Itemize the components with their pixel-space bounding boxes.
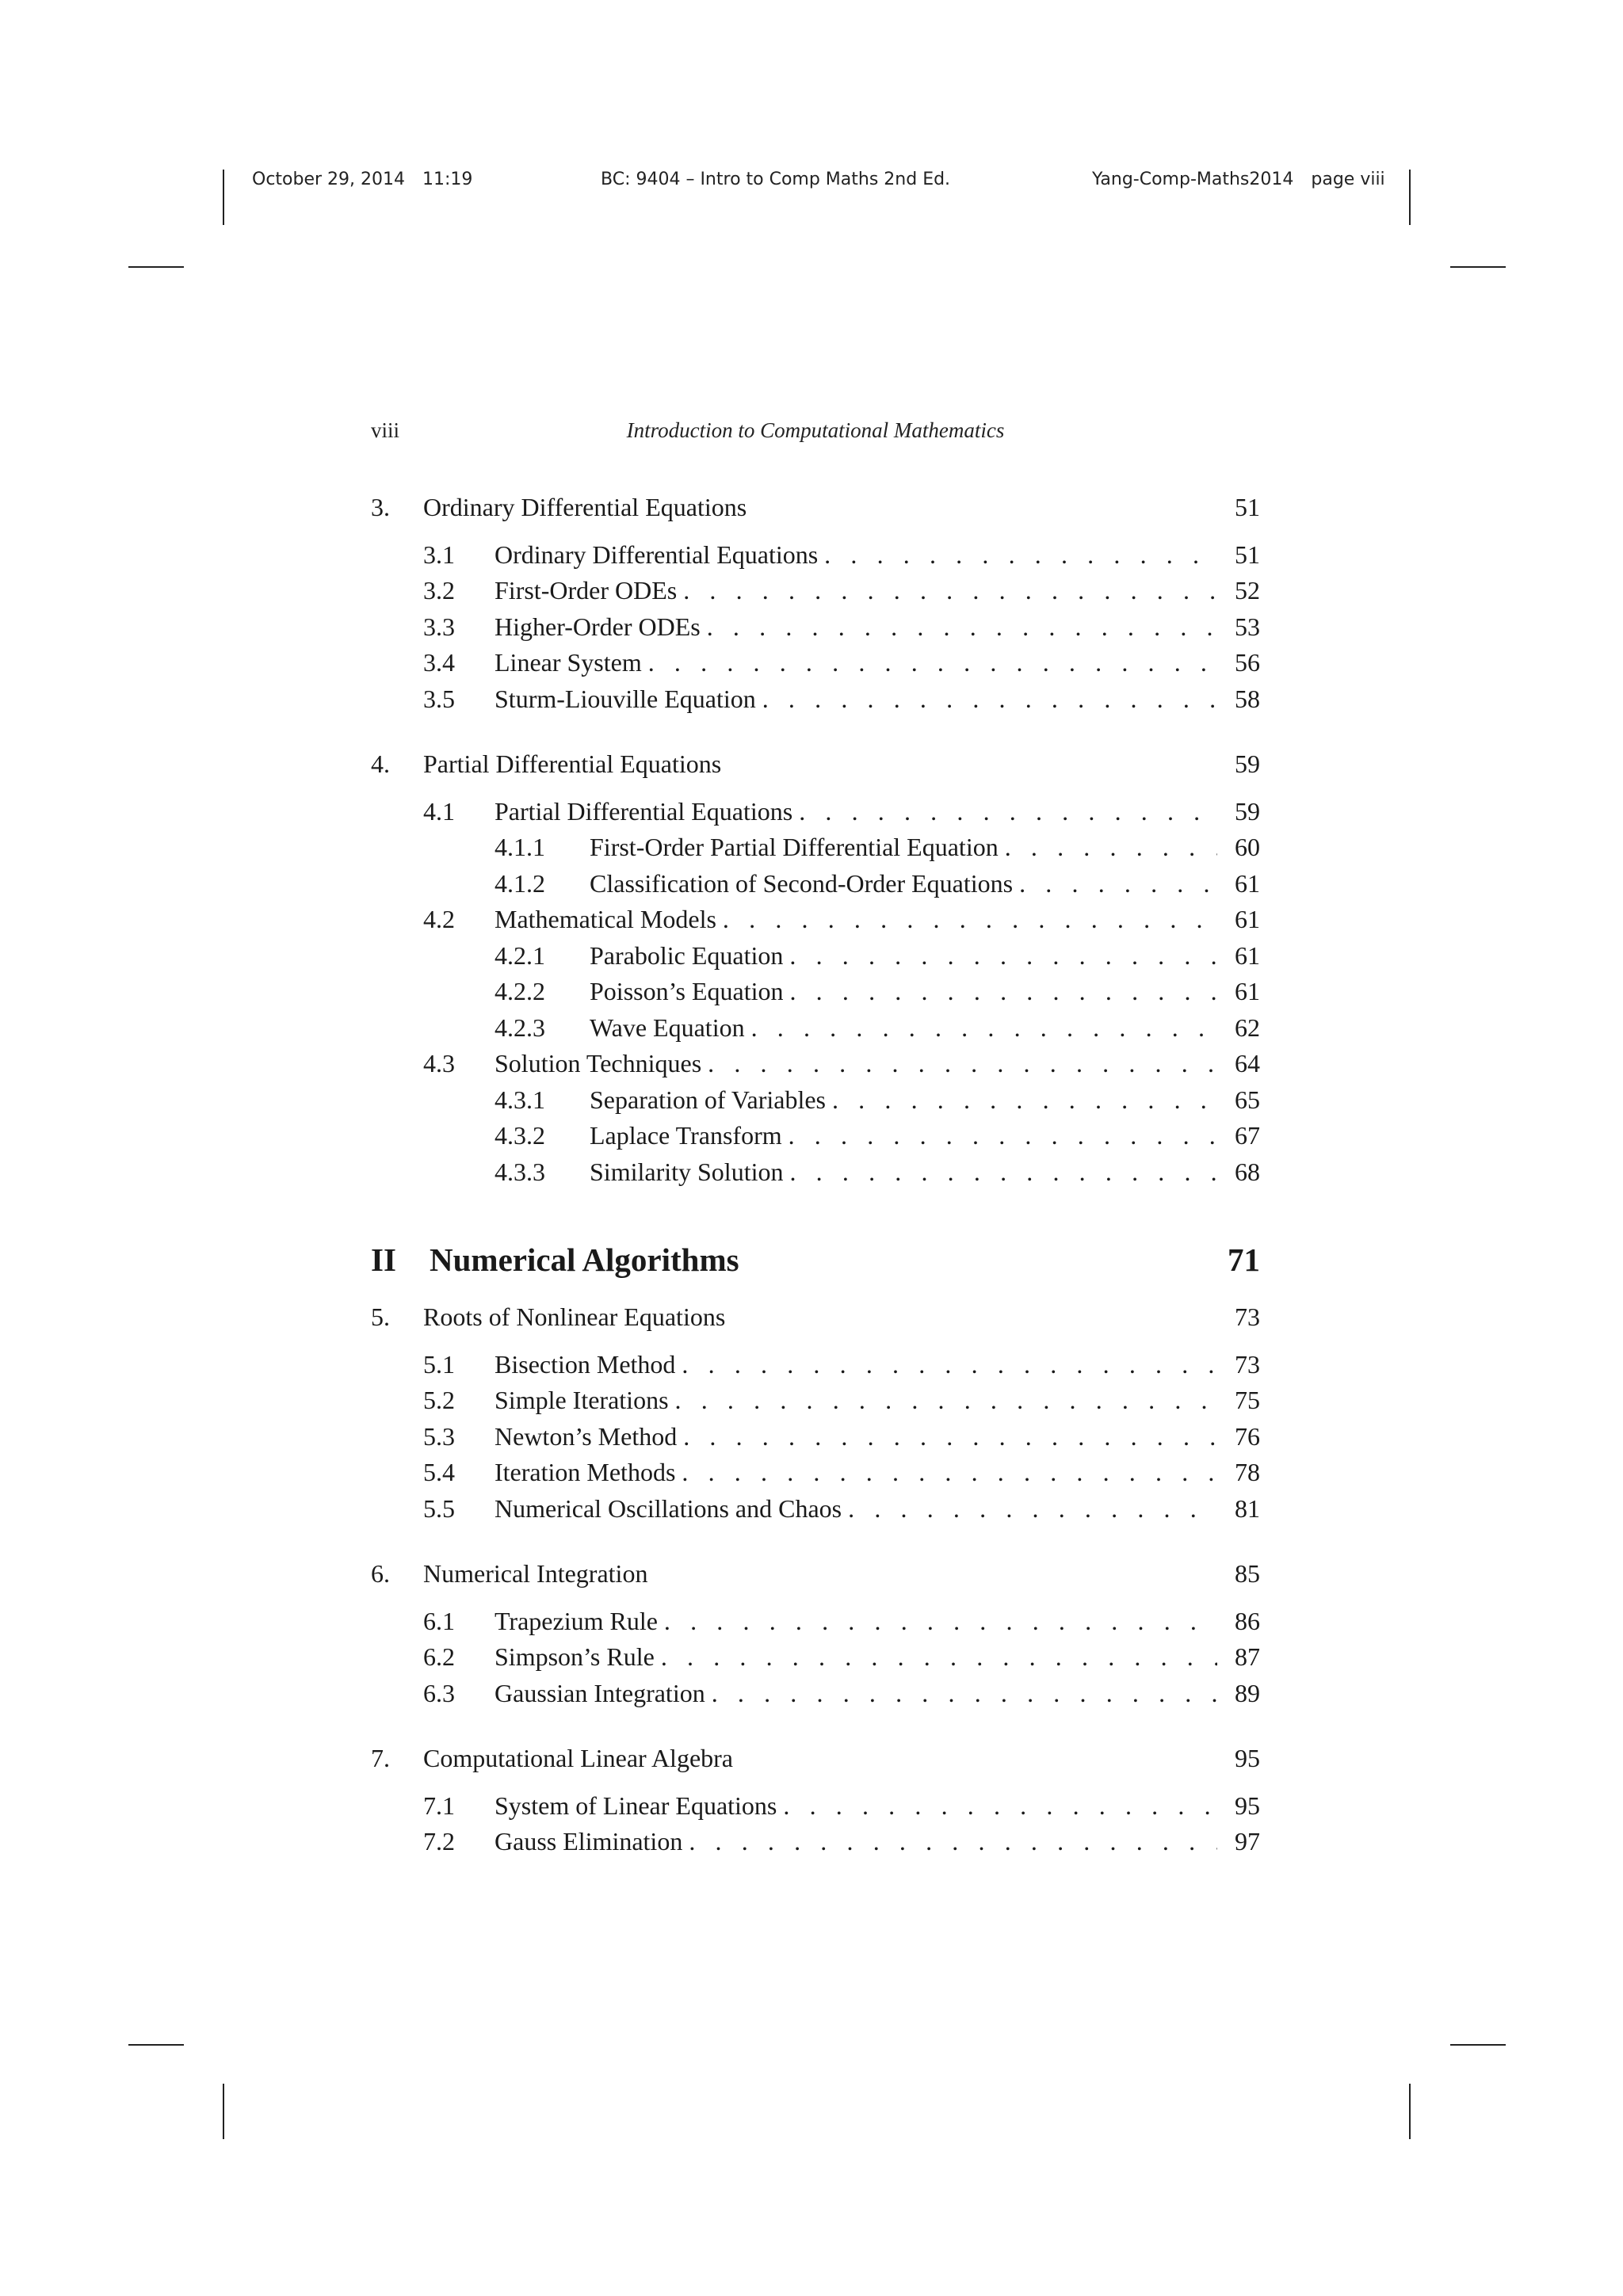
section-number: 3.5 xyxy=(423,684,455,713)
section-title: Iteration Methods xyxy=(495,1458,676,1486)
dot-leader xyxy=(682,1347,1217,1383)
crop-mark-top-right-horizontal xyxy=(1450,266,1506,268)
toc-section-entry[interactable] xyxy=(371,902,1260,938)
section-title: Gaussian Integration xyxy=(495,1678,705,1707)
section-number: 4.2 xyxy=(423,905,455,933)
toc-section-entry[interactable] xyxy=(371,1419,1260,1455)
dot-leader xyxy=(1019,866,1217,902)
crop-mark-bottom-right-vertical xyxy=(1409,2084,1411,2139)
subsection-number: 4.3.3 xyxy=(495,1157,545,1186)
dot-leader xyxy=(789,1118,1217,1154)
page-number: 61 xyxy=(1235,940,1260,970)
toc-section-entry[interactable] xyxy=(371,573,1260,609)
section-number: 3.3 xyxy=(423,612,455,641)
page-number: 56 xyxy=(1235,648,1260,677)
dot-leader xyxy=(832,1082,1217,1119)
dot-leader xyxy=(675,1383,1217,1419)
slug-time: 11:19 xyxy=(422,170,473,189)
chapter-title: Roots of Nonlinear Equations xyxy=(423,1302,726,1331)
page-number: 65 xyxy=(1235,1085,1260,1114)
section-number: 5.4 xyxy=(423,1458,455,1486)
section-title: Simpson’s Rule xyxy=(495,1642,655,1671)
section-title: Numerical Oscillations and Chaos xyxy=(495,1493,842,1523)
dot-leader xyxy=(789,974,1217,1010)
toc-chapter-4 xyxy=(371,746,1260,1190)
page-number: 89 xyxy=(1235,1678,1260,1707)
part-title: Numerical Algorithms xyxy=(430,1241,739,1278)
toc-subsection-entry[interactable] xyxy=(371,1154,1260,1191)
section-number: 4.3 xyxy=(423,1049,455,1077)
page-number: 76 xyxy=(1235,1421,1260,1451)
dot-leader xyxy=(708,1046,1217,1082)
page-number: 73 xyxy=(1235,1349,1260,1379)
part-number: II xyxy=(371,1241,396,1278)
crop-mark-bottom-left-vertical xyxy=(223,2084,224,2139)
crop-mark-top-left-horizontal xyxy=(128,266,184,268)
toc-section-entry[interactable] xyxy=(371,1604,1260,1640)
section-number: 5.1 xyxy=(423,1349,455,1379)
dot-leader xyxy=(789,938,1217,974)
chapter-title: Numerical Integration xyxy=(423,1559,648,1588)
subsection-title: First-Order Partial Differential Equation xyxy=(590,833,999,861)
section-title: First-Order ODEs xyxy=(495,576,678,605)
slug-file xyxy=(1092,170,1385,189)
toc-subsection-entry[interactable] xyxy=(371,1082,1260,1119)
toc-subsection-entry[interactable] xyxy=(371,938,1260,974)
page-number: 75 xyxy=(1235,1386,1260,1414)
page-number: 52 xyxy=(1235,576,1260,605)
running-title: Introduction to Computational Mathematics xyxy=(626,418,1005,442)
dot-leader xyxy=(848,1491,1217,1527)
toc-chapter-entry[interactable] xyxy=(371,746,1260,783)
page-number: 60 xyxy=(1235,833,1260,861)
page-number: 71 xyxy=(1228,1241,1260,1278)
toc-subsection-entry[interactable] xyxy=(371,1010,1260,1047)
toc-chapter-entry[interactable] xyxy=(371,490,1260,526)
page-number: 59 xyxy=(1235,796,1260,826)
subsection-title: Poisson’s Equation xyxy=(590,977,784,1005)
page-number: 78 xyxy=(1235,1458,1260,1486)
page-number: 58 xyxy=(1235,684,1260,713)
section-number: 5.5 xyxy=(423,1493,455,1523)
section-title: Partial Differential Equations xyxy=(495,796,793,826)
toc-chapter-6 xyxy=(371,1556,1260,1711)
page-number: 67 xyxy=(1235,1121,1260,1150)
dot-leader xyxy=(789,1154,1217,1191)
section-number: 5.2 xyxy=(423,1386,455,1414)
toc-chapter-7 xyxy=(371,1741,1260,1860)
slug-filename: Yang-Comp-Maths2014 xyxy=(1092,170,1294,189)
page-number: 64 xyxy=(1235,1049,1260,1077)
subsection-title: Parabolic Equation xyxy=(590,940,784,970)
dot-leader xyxy=(683,1419,1217,1455)
crop-mark-bottom-right-horizontal xyxy=(1450,2044,1506,2046)
section-title: Linear System xyxy=(495,648,642,677)
chapter-title: Computational Linear Algebra xyxy=(423,1744,733,1772)
subsection-title: Laplace Transform xyxy=(590,1121,782,1150)
toc-section-entry[interactable] xyxy=(371,609,1260,646)
toc-section-entry[interactable] xyxy=(371,1639,1260,1676)
page-number: 73 xyxy=(1235,1302,1260,1331)
section-number: 7.2 xyxy=(423,1827,455,1855)
section-title: Newton’s Method xyxy=(495,1421,678,1451)
toc-chapter-3 xyxy=(371,490,1260,717)
toc-subsection-entry[interactable] xyxy=(371,830,1260,866)
section-title: Mathematical Models xyxy=(495,905,716,933)
section-number: 3.2 xyxy=(423,576,455,605)
subsection-number: 4.1.1 xyxy=(495,833,545,861)
slug-page: page viii xyxy=(1311,170,1385,189)
subsection-number: 4.2.1 xyxy=(495,940,545,970)
page-number: 61 xyxy=(1235,868,1260,898)
page-number: 95 xyxy=(1235,1744,1260,1772)
toc-section-entry[interactable] xyxy=(371,1383,1260,1419)
dot-leader xyxy=(707,609,1217,646)
crop-mark-bottom-left-horizontal xyxy=(128,2044,184,2046)
dot-leader xyxy=(1005,830,1217,866)
toc-section-entry[interactable] xyxy=(371,1676,1260,1712)
page-number: 51 xyxy=(1235,493,1260,521)
dot-leader xyxy=(682,1455,1217,1491)
toc-subsection-entry[interactable] xyxy=(371,974,1260,1010)
section-number: 4.1 xyxy=(423,796,455,826)
toc-section-entry[interactable] xyxy=(371,1788,1260,1825)
crop-mark-top-left-vertical xyxy=(223,170,224,225)
slug-datetime xyxy=(252,170,472,189)
dot-leader xyxy=(712,1676,1217,1712)
section-number: 7.1 xyxy=(423,1791,455,1820)
toc-section-entry[interactable] xyxy=(371,1824,1260,1860)
dot-leader xyxy=(751,1010,1217,1047)
dot-leader xyxy=(648,645,1217,681)
toc-section-entry[interactable] xyxy=(371,681,1260,718)
section-title: Gauss Elimination xyxy=(495,1827,683,1855)
toc-subsection-entry[interactable] xyxy=(371,866,1260,902)
section-title: Higher-Order ODEs xyxy=(495,612,701,641)
toc-chapter-entry[interactable] xyxy=(371,1299,1260,1336)
section-title: System of Linear Equations xyxy=(495,1791,777,1820)
toc-chapter-5 xyxy=(371,1299,1260,1527)
toc-section-entry[interactable] xyxy=(371,1046,1260,1082)
page-number: 61 xyxy=(1235,905,1260,933)
page-number: 86 xyxy=(1235,1606,1260,1635)
section-title: Ordinary Differential Equations xyxy=(495,540,819,569)
subsection-title: Wave Equation xyxy=(590,1013,745,1042)
section-number: 6.3 xyxy=(423,1678,455,1707)
dot-leader xyxy=(664,1604,1217,1640)
subsection-number: 4.3.1 xyxy=(495,1085,545,1114)
section-title: Bisection Method xyxy=(495,1349,676,1379)
section-number: 6.2 xyxy=(423,1642,455,1671)
section-title: Simple Iterations xyxy=(495,1386,669,1414)
dot-leader xyxy=(799,794,1217,830)
slug-job: BC: 9404 – Intro to Comp Maths 2nd Ed. xyxy=(601,170,951,189)
toc-chapter-entry[interactable] xyxy=(371,1556,1260,1592)
section-title: Solution Techniques xyxy=(495,1049,702,1077)
dot-leader xyxy=(824,537,1217,574)
section-number: 5.3 xyxy=(423,1421,455,1451)
subsection-title: Classification of Second-Order Equations xyxy=(590,868,1014,898)
page-number: 68 xyxy=(1235,1157,1260,1186)
chapter-number: 3. xyxy=(371,493,390,521)
subsection-number: 4.2.2 xyxy=(495,977,545,1005)
page-number: 61 xyxy=(1235,977,1260,1005)
crop-mark-top-right-vertical xyxy=(1409,170,1411,225)
toc-part-entry[interactable] xyxy=(371,1236,1260,1283)
page-number: 51 xyxy=(1235,540,1260,569)
subsection-number: 4.2.3 xyxy=(495,1013,545,1042)
dot-leader xyxy=(723,902,1217,938)
toc-section-entry[interactable] xyxy=(371,794,1260,830)
toc-chapter-entry[interactable] xyxy=(371,1741,1260,1777)
dot-leader xyxy=(689,1824,1217,1860)
chapter-number: 5. xyxy=(371,1302,390,1331)
section-number: 3.4 xyxy=(423,648,455,677)
section-title: Trapezium Rule xyxy=(495,1606,658,1635)
dot-leader xyxy=(762,681,1217,718)
subsection-number: 4.1.2 xyxy=(495,868,545,898)
page-number: 95 xyxy=(1235,1791,1260,1820)
subsection-title: Similarity Solution xyxy=(590,1157,784,1186)
page-number: 53 xyxy=(1235,612,1260,641)
slug-date: October 29, 2014 xyxy=(252,170,406,189)
chapter-number: 7. xyxy=(371,1744,390,1772)
toc-section-entry[interactable] xyxy=(371,537,1260,574)
table-of-contents xyxy=(371,490,1260,1860)
section-number: 6.1 xyxy=(423,1606,455,1635)
toc-section-entry[interactable] xyxy=(371,1347,1260,1383)
toc-section-entry[interactable] xyxy=(371,1491,1260,1527)
page-number: 87 xyxy=(1235,1642,1260,1671)
toc-subsection-entry[interactable] xyxy=(371,1118,1260,1154)
page-number: 59 xyxy=(1235,749,1260,778)
dot-leader xyxy=(683,573,1217,609)
page-number: 85 xyxy=(1235,1559,1260,1588)
chapter-title: Ordinary Differential Equations xyxy=(423,493,747,521)
page-number: 97 xyxy=(1235,1827,1260,1855)
dot-leader xyxy=(661,1639,1217,1676)
section-number: 3.1 xyxy=(423,540,455,569)
subsection-title: Separation of Variables xyxy=(590,1085,826,1114)
subsection-number: 4.3.2 xyxy=(495,1121,545,1150)
page-number: 81 xyxy=(1235,1493,1260,1523)
section-title: Sturm-Liouville Equation xyxy=(495,684,756,713)
chapter-title: Partial Differential Equations xyxy=(423,749,722,778)
page-folio: viii xyxy=(371,418,400,442)
toc-section-entry[interactable] xyxy=(371,645,1260,681)
dot-leader xyxy=(783,1788,1217,1825)
chapter-number: 4. xyxy=(371,749,390,778)
toc-section-entry[interactable] xyxy=(371,1455,1260,1491)
chapter-number: 6. xyxy=(371,1559,390,1588)
page-number: 62 xyxy=(1235,1013,1260,1042)
